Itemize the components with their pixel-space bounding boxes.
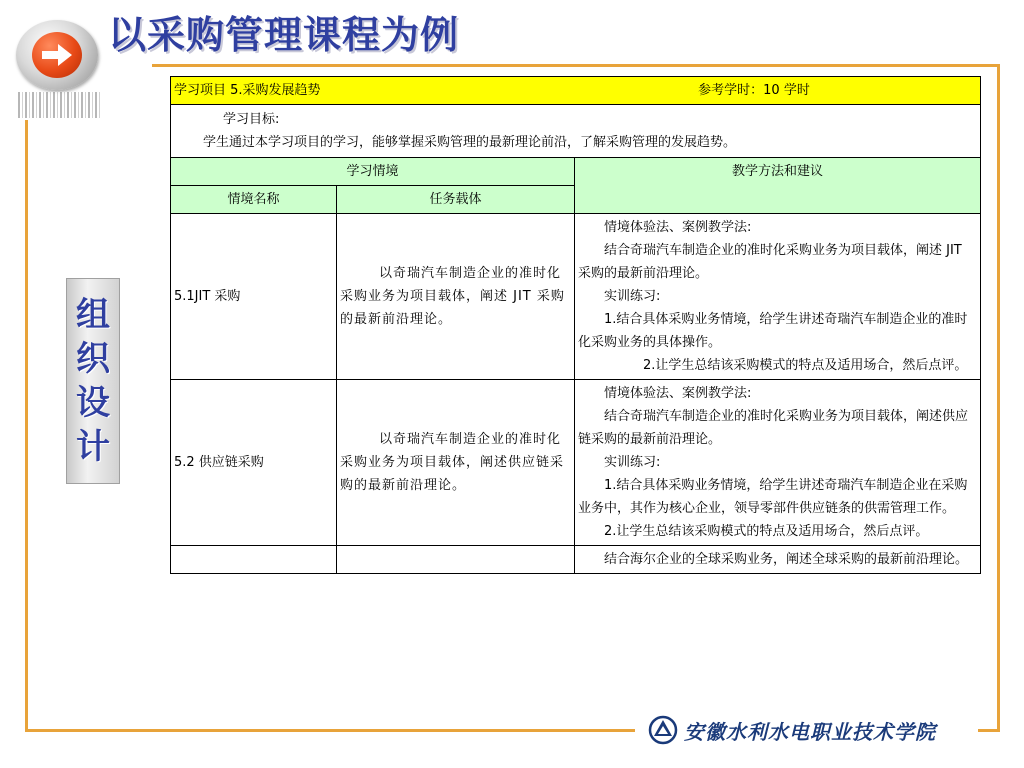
context-name-cell: 5.2 供应链采购: [171, 380, 337, 546]
method-line: 1.结合具体采购业务情境，给学生讲述奇瑞汽车制造企业在采购业务中，其作为核心企业，领导零部件供应链条的供需管理工作。: [578, 478, 968, 516]
col-task-carrier: 任务载体: [337, 186, 575, 214]
context-name-cell: [171, 546, 337, 574]
col-context-name: 情境名称: [171, 186, 337, 214]
project-title: 学习项目 5.采购发展趋势: [174, 83, 321, 98]
college-emblem-icon: [648, 715, 678, 745]
method-line: 2.让学生总结该采购模式的特点及适用场合，然后点评。: [604, 524, 929, 539]
decorative-noise-image: [18, 92, 102, 118]
side-label-char: 计: [76, 427, 110, 467]
side-label-organization-design: [66, 278, 120, 484]
column-group-header-row: [171, 158, 981, 186]
method-line: 结合奇瑞汽车制造企业的准时化采购业务为项目载体，阐述 JIT 采购的最新前沿理论。: [578, 243, 962, 281]
method-line: 实训练习:: [604, 289, 661, 304]
frame-bottom-line-end: [975, 729, 1000, 732]
table-header-row: [171, 77, 981, 105]
table-row: [171, 380, 981, 546]
context-name-cell: 5.1JIT 采购: [171, 214, 337, 380]
side-label-char: 设: [76, 383, 110, 423]
method-cell: [575, 380, 981, 546]
method-line: 实训练习:: [604, 455, 661, 470]
frame-top-line: [152, 64, 1000, 67]
method-cell: [575, 546, 981, 574]
college-name: 安徽水利水电职业技术学院: [684, 719, 936, 744]
side-label-char: 组: [76, 295, 110, 335]
side-label-char: 织: [76, 339, 110, 379]
reference-hours: 参考学时：10 学时: [698, 83, 810, 98]
goal-text: 学生通过本学习项目的学习，能够掌握采购管理的最新理论前沿，了解采购管理的发展趋势。: [203, 135, 737, 150]
method-line: 情境体验法、案例教学法:: [604, 220, 752, 235]
frame-bottom-line: [25, 729, 635, 732]
method-line: 2.让学生总结该采购模式的特点及适用场合，然后点评。: [643, 358, 968, 373]
goal-label: 学习目标:: [223, 112, 280, 127]
frame-right-line: [997, 64, 1000, 732]
method-line: 1.结合具体采购业务情境，给学生讲述奇瑞汽车制造企业的准时化采购业务的具体操作。: [578, 312, 968, 350]
method-line: 结合奇瑞汽车制造企业的准时化采购业务为项目载体，阐述供应链采购的最新前沿理论。: [578, 409, 969, 447]
table-row: [171, 214, 981, 380]
method-line: 情境体验法、案例教学法:: [604, 386, 752, 401]
method-line: 结合海尔企业的全球采购业务，阐述全球采购的最新前沿理论。: [604, 552, 969, 567]
col-learning-context: 学习情境: [171, 158, 575, 186]
arrow-right-icon: [16, 20, 98, 90]
slide-title: 以采购管理课程为例: [108, 13, 460, 57]
task-carrier-cell: [337, 546, 575, 574]
table-row: [171, 546, 981, 574]
goal-row: [171, 105, 981, 158]
task-carrier-cell: 以奇瑞汽车制造企业的准时化采购业务为项目载体，阐述 JIT 采购的最新前沿理论。: [337, 214, 575, 380]
task-carrier-cell: 以奇瑞汽车制造企业的准时化采购业务为项目载体，阐述供应链采购的最新前沿理论。: [337, 380, 575, 546]
frame-left-line: [25, 120, 28, 732]
course-table: [170, 76, 980, 574]
college-logo: [648, 712, 978, 748]
method-cell: [575, 214, 981, 380]
col-method: 教学方法和建议: [575, 158, 981, 214]
